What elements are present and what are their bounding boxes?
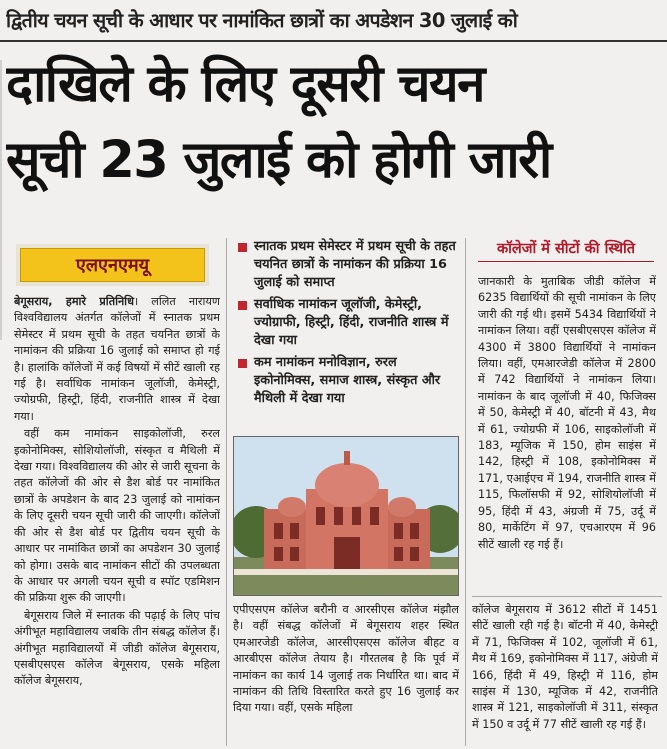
building-illustration: [234, 437, 459, 596]
bullet-square-icon: [238, 301, 247, 310]
paragraph-1: [14, 294, 220, 425]
column-divider-2: [465, 238, 466, 746]
paragraph-4: एपीएसएम कॉलेज बरौनी व आरसीएस कॉलेज मंझौल है। वहीं संबद्ध कॉलेजों में बेगूसराय शहर स्थित एमआरजेडी कॉलेज, आरसीएसएस कॉलेज बीहट व आरबीएस कॉलेज तेयाय है। गौरतलब है कि पूर्व में नामांकन का कार्य 14 जुलाई तक निर्धारित था। बाद में नामांकन की तिथि विस्तारित करते हुए 16 जुलाई कर दिया गया। वहीं, एसके महिला: [233, 603, 459, 715]
highlight-item: कम नामांकन मनोविज्ञान, रुरल इकोनोमिक्स, समाज शास्त्र, संस्कृत और मैथिली में देखा गया: [238, 354, 456, 408]
margin-mark: [0, 60, 2, 340]
seat-status-text: जानकारी के मुताबिक जीडी कॉलेज में 6235 विद्यार्थियों की सूची नामांकन के लिए जारी की गई थी। इसमें 5434 विद्यार्थियों ने नामांकन लिया। वहीं एसबीएसएस कॉलेज में 4300 में 3800 विद्यार्थियों ने नामांकन लिया। वहीं, एमआरजेडी कॉलेज में 2800 में 742 विद्यार्थियों ने नामांकन लिया। नामांकन के बाद जूलॉजी में 40, फिजिक्स में 50, केमेस्ट्री में 40, बॉटनी में 43, मैथ में 61, ज्योग्रफी में 106, साइकोलॉजी में 183, म्यूजिक में 150, होम साइंस में 142, हिस्ट्री में 108, इकोनोमिक्स में 171, एआईएच में 194, राजनीति शास्त्र में 115, फिलॉसफी में 92, सोशियोलॉजी में 95, हिंदी में 43, अंग्रजी में 75, उर्दू में 80, मार्केटिंग में 97, एचआरएम में 96 सीटें खाली रह गई हैं।: [478, 275, 656, 551]
column-2-bottom: [233, 602, 459, 746]
bullet-square-icon: [238, 359, 247, 368]
paragraph-1-text: । ललित नारायण विश्वविद्यालय अंतर्गत कॉलेजों में स्नातक प्रथम सेमेस्टर में प्रथम सूची के तहत चयनित छात्रों के नामांकन की प्रक्रिया 16 जुलाई को समाप्त हो गई है। हालांकि कॉलेजों में कई विषयों में सीटें खाली रह गई है। सर्वाधिक नामांकन जूलॉजी, केमेस्ट्री, ज्योग्रफी, हिस्ट्री, हिंदी, राजनीति शास्त्र में देखा गया।: [14, 295, 220, 423]
box-bottom-rule: [472, 596, 662, 597]
highlights: [238, 238, 456, 412]
column-1: [14, 294, 220, 746]
college-building-photo: [233, 436, 459, 596]
headline-line-2: सूची 23 जुलाई को होगी जारी: [6, 131, 551, 190]
highlight-item: स्नातक प्रथम सेमेस्टर में प्रथम सूची के तहत चयनित छात्रों के नामांकन की प्रक्रिया 16 जुलाई को समाप्त: [238, 238, 456, 292]
bullet-square-icon: [238, 243, 247, 252]
seat-status-heading: कॉलेजों में सीटों की स्थिति: [478, 238, 654, 262]
column-3-top: [478, 274, 656, 590]
highlight-item: सर्वाधिक नामांकन जूलॉजी, केमेस्ट्री, ज्योग्राफी, हिस्ट्री, हिंदी, राजनीति शास्त्र में देखा गया: [238, 296, 456, 350]
top-rule: [0, 40, 667, 42]
paragraph-5: कॉलेज बेगूसराय में 3612 सीटों में 1451 सीटें खाली रही गई है। बॉटनी में 40, केमेस्ट्री में 71, फिजिक्स में 102, जूलॉजी में 61, मैथ में 169, इकोनोमिक्स में 117, अंग्रेजी में 166, हिंदी में 49, हिस्ट्री में 116, होम साइंस में 130, म्यूजिक में 42, राजनीति शास्त्र में 121, साइकोलॉजी में 311, संस्कृत में 150 व उर्दू में 77 सीटें खाली रह गई हैं।: [472, 603, 658, 731]
column-divider-1: [226, 238, 227, 746]
paragraph-2: वहीं कम नामांकन साइकोलॉजी, रुरल इकोनोमिक्स, सोशियोलॉजी, संस्कृत व मैथिली में देखा गया। विश्वविद्यालय की ओर से जारी सूचना के तहत कॉलेजों की ओर से डैश बोर्ड पर नामांकित छात्रों के अपडेशन के बाद 23 जुलाई को नामांकन के लिए दूसरी चयन सूची जारी की जाएगी। कॉलेजों की ओर से डैश बोर्ड पर द्वितीय चयन सूची के आधार पर नामांकित छात्रों का अपडेशन 30 जुलाई को होगा। उसके बाद नामांकन सीटों की उपलब्धता के आधार पर अगली चयन सूची व स्पॉट एडमिशन की प्रक्रिया शुरू की जाएगी।: [14, 427, 220, 605]
paragraph-3: बेगूसराय जिले में स्नातक की पढ़ाई के लिए पांच अंगीभूत महाविद्यालय जबकि तीन संबद्ध कॉलेज हैं। अंगीभूत महाविद्यालयों में जीडी कॉलेज बेगूसराय, एसबीएसएस कॉलेज बेगूसराय, एसके महिला कॉलेज बेगूसराय,: [14, 608, 220, 688]
byline: बेगूसराय, हमारे प्रतिनिधि: [14, 295, 134, 308]
headline-line-1: दाखिले के लिए दूसरी चयन: [6, 55, 484, 114]
column-3-bottom: [472, 602, 658, 746]
kicker-headline: द्वितीय चयन सूची के आधार पर नामांकित छात्रों का अपडेशन 30 जुलाई को: [6, 9, 518, 32]
university-badge: एलएनएमयू: [20, 248, 205, 282]
